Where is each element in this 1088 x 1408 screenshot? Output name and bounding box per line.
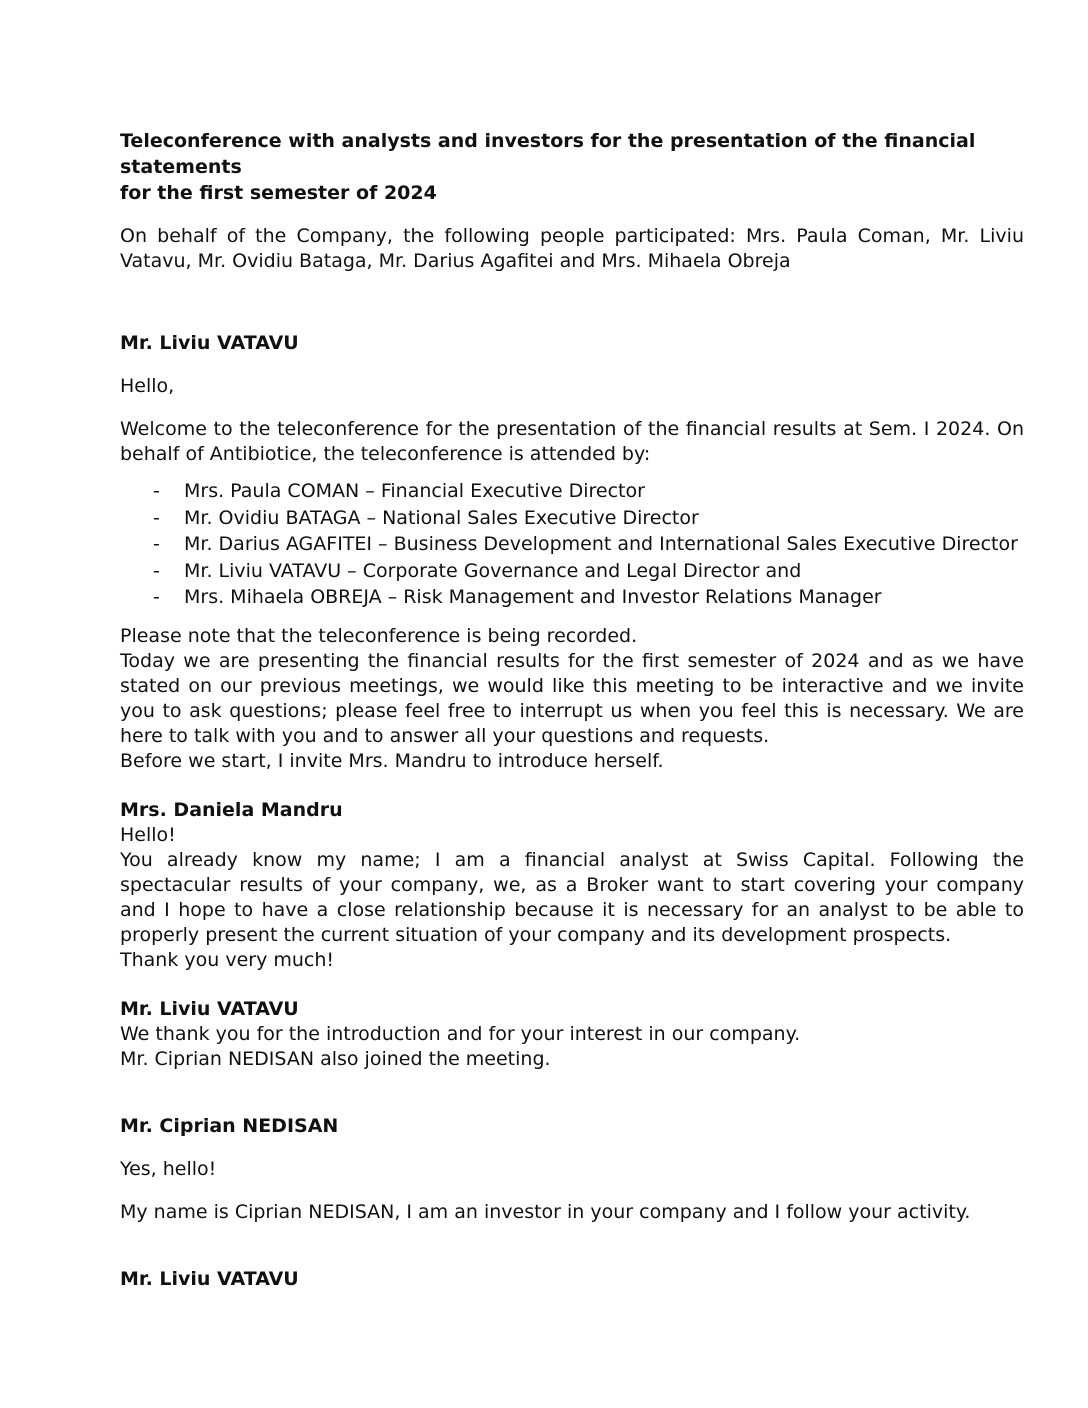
speaker-name: Mr. Ciprian NEDISAN [120, 1114, 339, 1137]
title-line-2: for the first semester of 2024 [120, 182, 437, 204]
section-daniela-mandru [120, 798, 1024, 973]
attendee-text: Mrs. Mihaela OBREJA – Risk Management and Investor Relations Manager [184, 586, 882, 608]
greeting-text: Yes, hello! [120, 1157, 217, 1180]
title-line-1: Teleconference with analysts and investors for the presentation of the financial statements [120, 130, 976, 178]
list-item [120, 558, 1024, 585]
attendee-text: Mr. Liviu VATAVU – Corporate Governance and Legal Director and [184, 559, 802, 582]
list-item [120, 584, 1024, 611]
section-liviu-vatavu-2 [120, 997, 1024, 1072]
joined-line: Mr. Ciprian NEDISAN also joined the meeting. [120, 1047, 551, 1070]
section-ciprian-nedisan [120, 1114, 1024, 1225]
speaker-name: Mr. Liviu VATAVU [120, 1267, 299, 1290]
investor-intro: My name is Ciprian NEDISAN, I am an investor in your company and I follow your activity. [120, 1200, 971, 1223]
greeting-text: Hello, [120, 375, 175, 397]
bullet-dash: - [153, 559, 160, 582]
bullet-dash: - [153, 533, 160, 555]
speaker-name: Mr. Liviu VATAVU [120, 332, 299, 354]
recording-note: Please note that the teleconference is being recorded. [120, 624, 638, 647]
document-page [120, 128, 1024, 1292]
document-title [120, 128, 1024, 206]
participants-paragraph: On behalf of the Company, the following people participated: Mrs. Paula Coman, Mr. Liviu Vatavu, Mr. Ovidiu Bataga, Mr. Darius Agafitei and Mrs. Mihaela Obreja [120, 225, 1024, 272]
welcome-paragraph: Welcome to the teleconference for the presentation of the financial results at Sem. I 2024. On behalf of Antibiotice, the teleconference is attended by: [120, 418, 1024, 465]
attendee-list [120, 478, 1024, 611]
section-liviu-vatavu-3 [120, 1267, 1024, 1292]
bullet-dash: - [153, 506, 160, 529]
thanks-line: Thank you very much! [120, 948, 335, 971]
attendee-text: Mr. Ovidiu BATAGA – National Sales Executive Director [184, 506, 699, 529]
bullet-dash: - [153, 480, 160, 502]
attendee-text: Mr. Darius AGAFITEI – Business Development and International Sales Executive Director [184, 533, 1018, 555]
list-item [120, 478, 1024, 505]
thank-you-line: We thank you for the introduction and for your interest in our company. [120, 1022, 801, 1045]
section-liviu-vatavu-1 [120, 331, 1024, 774]
attendee-text: Mrs. Paula COMAN – Financial Executive Director [184, 480, 645, 502]
list-item [120, 505, 1024, 532]
invite-line: Before we start, I invite Mrs. Mandru to introduce herself. [120, 749, 664, 772]
speaker-name: Mrs. Daniela Mandru [120, 798, 343, 821]
analyst-paragraph: You already know my name; I am a financial analyst at Swiss Capital. Following the spectacular results of your company, we, as a Broker want to start covering your company and I hope to have a close relationship because it is necessary for an analyst to be able to properly present the current situation of your company and its development prospects. [120, 848, 1024, 946]
greeting-text: Hello! [120, 823, 176, 846]
presentation-paragraph: Today we are presenting the financial results for the first semester of 2024 and as we have stated on our previous meetings, we would like this meeting to be interactive and we invite you to ask questions; please feel free to interrupt us when you feel this is necessary. We are here to talk with you and to answer all your questions and requests. [120, 649, 1024, 747]
speaker-name: Mr. Liviu VATAVU [120, 997, 299, 1020]
bullet-dash: - [153, 586, 160, 608]
list-item [120, 531, 1024, 558]
